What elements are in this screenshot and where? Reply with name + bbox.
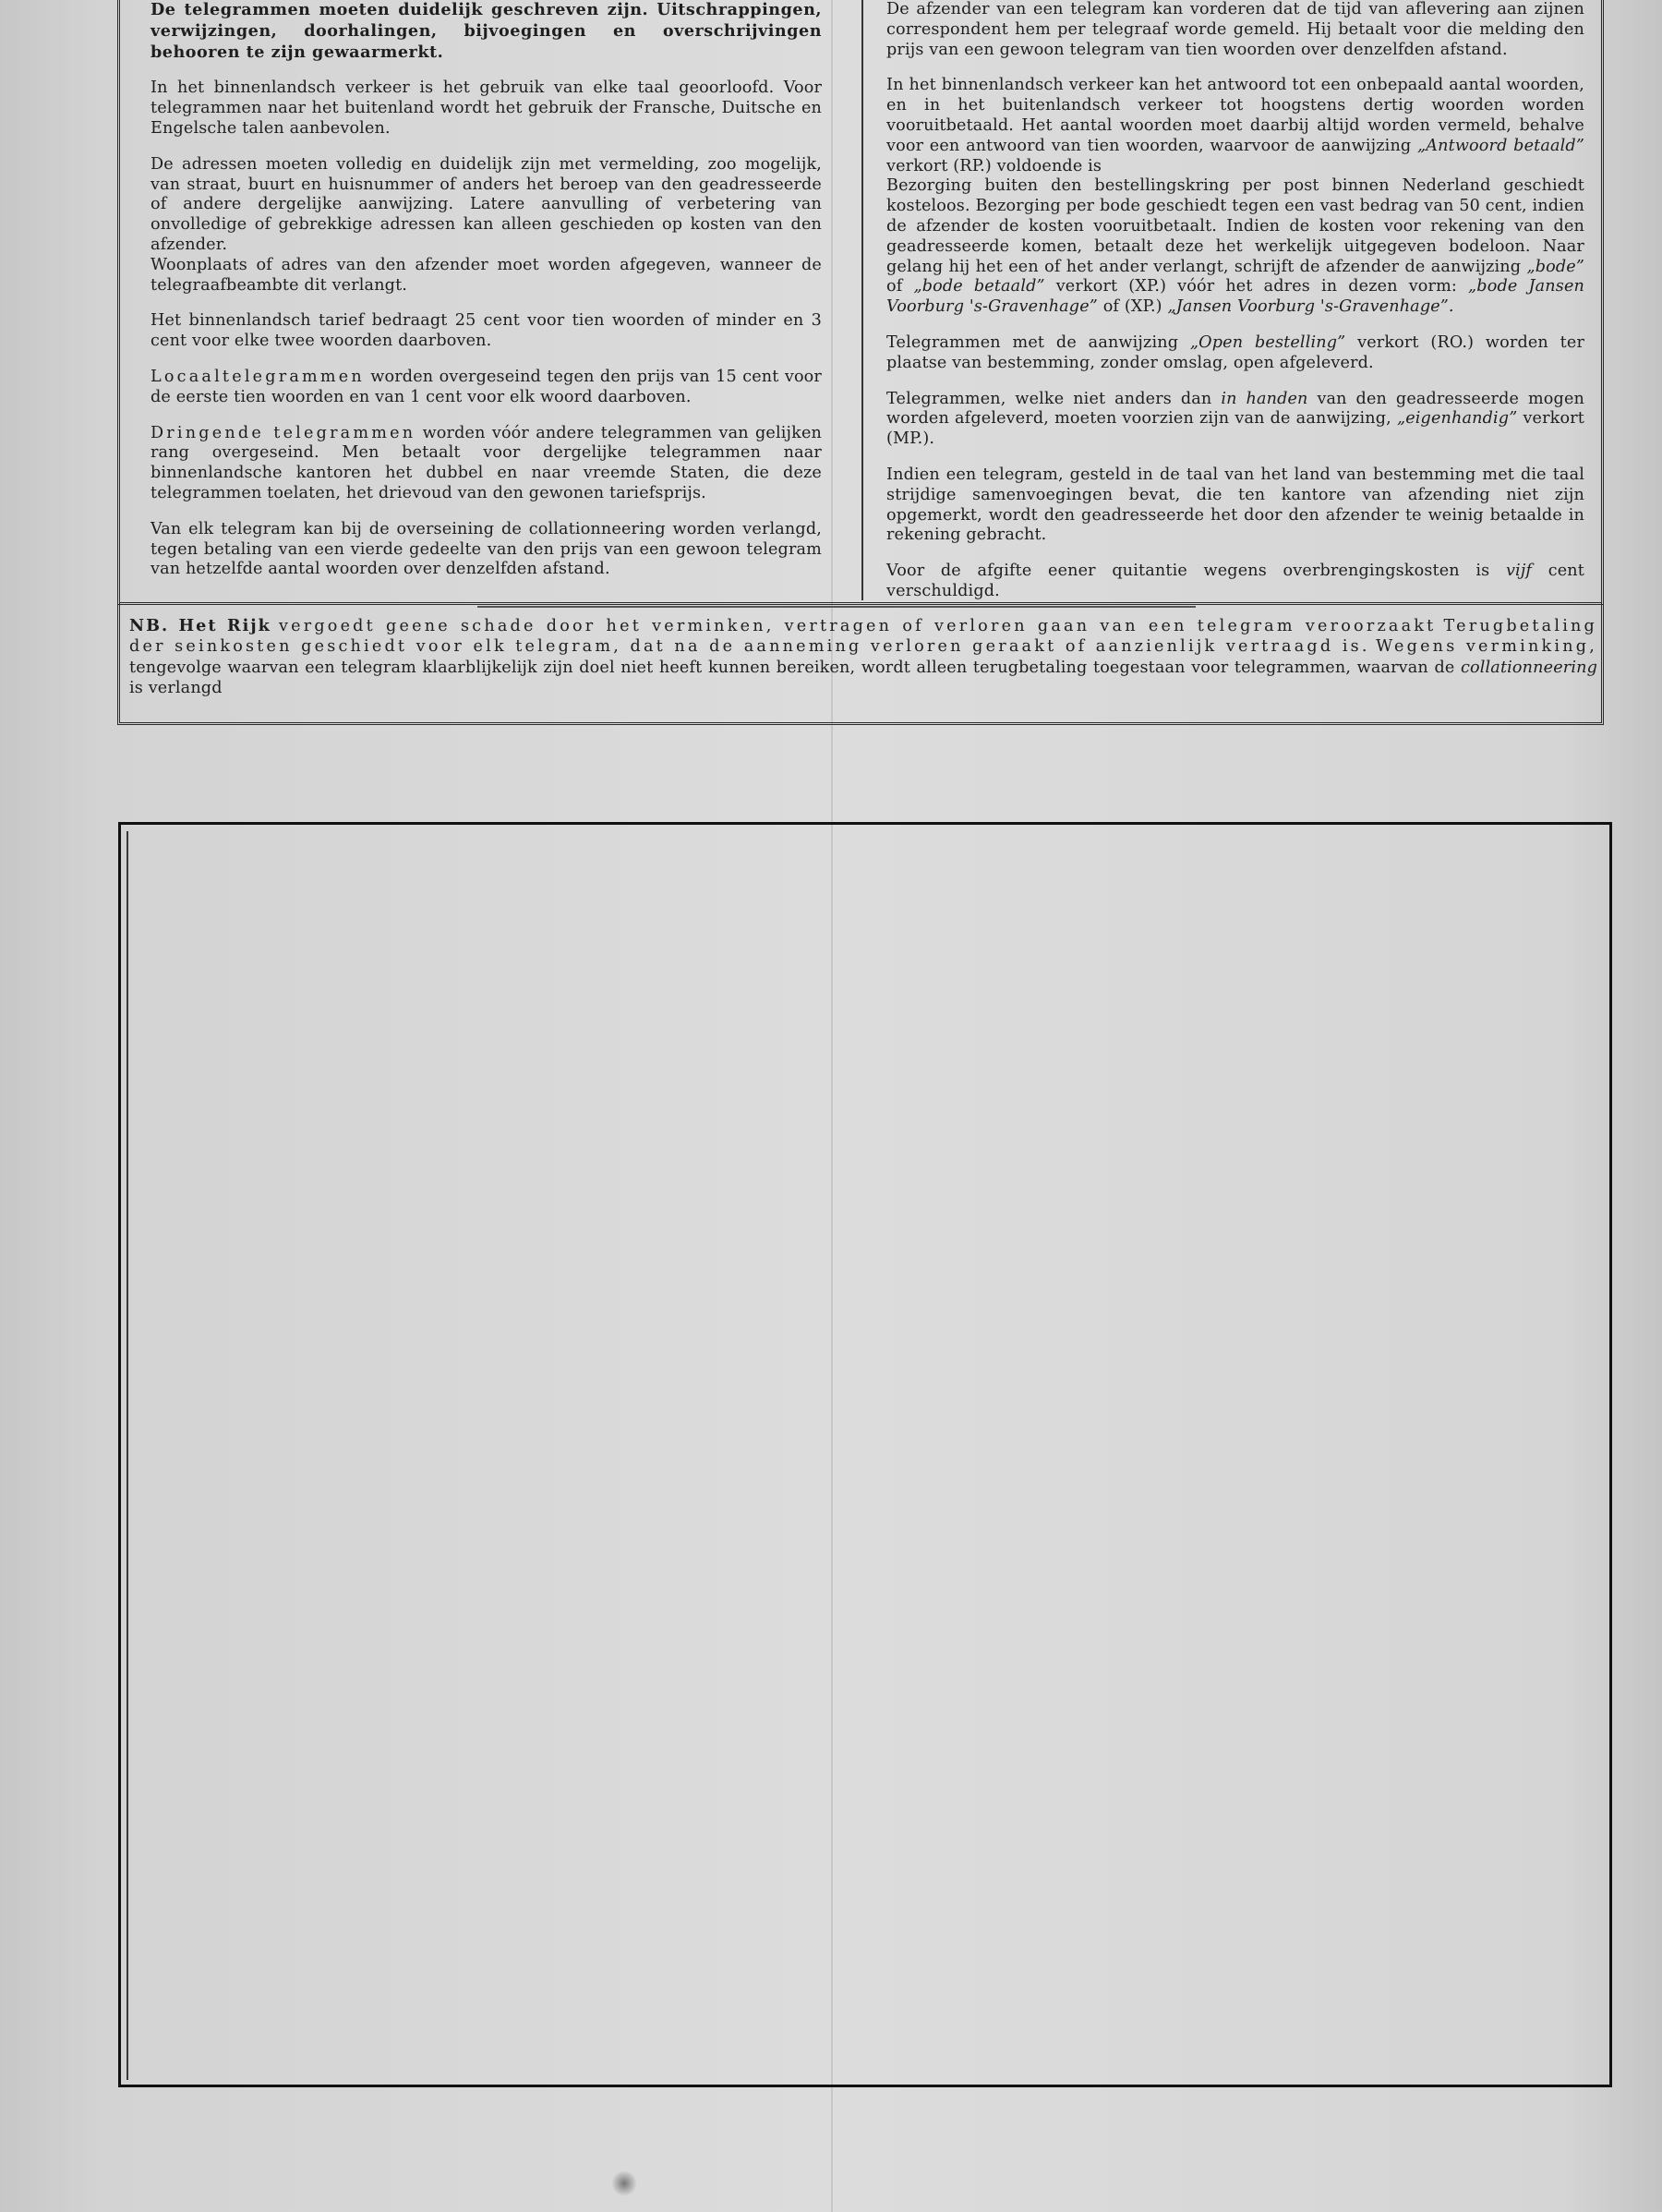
nb-part-3: Wegens verminking,: [1376, 637, 1597, 657]
left-paragraph-tariff: Het binnenlandsch tarief bedraagt 25 cent voor tien woorden of minder en 3 cent voor elke twee woorden daarboven.: [151, 311, 822, 351]
nb-part-4: tengevolge waarvan een telegram klaarblijkelijk zijn doel niet heeft kunnen bereiken, wordt alleen terugbetaling toegestaan voor telegrammen, waarvan de: [129, 658, 1455, 677]
personal-delivery-italic: in handen: [1221, 389, 1308, 408]
courier-italic-4: „Jansen Voorburg 's-Gravenhage”.: [1167, 297, 1454, 317]
personal-delivery-mid: van den geadresseerde mogen worden afgeleverd, moeten voorzien zijn van de aanwijzing,: [886, 389, 1584, 429]
right-paragraph-receipt: [886, 562, 1584, 602]
personal-delivery-italic-2: „eigenhandig”: [1396, 409, 1518, 429]
personal-delivery-end: verkort (MP.).: [886, 409, 1584, 449]
right-paragraph-personal-delivery: [886, 390, 1584, 450]
reply-paid-end: verkort (RP.) voldoende is: [886, 156, 1102, 175]
courier-of-1: of: [886, 277, 903, 296]
blank-form-inner-line: [126, 831, 1604, 2080]
urgent-telegrams-lead: Dringende telegrammen: [151, 423, 416, 442]
nb-part-2: Terugbetaling der seinkosten geschiedt voor elk telegram, dat na de aanneming verloren geraakt of aanzienlijk vertraagd is.: [129, 617, 1598, 657]
receipt-italic: vijf: [1505, 562, 1533, 581]
receipt-end: cent verschuldigd.: [886, 562, 1584, 600]
left-p1-text: De telegrammen moeten duidelijk geschreven zijn. Uitschrappingen, verwijzingen, doorhalingen, bijvoegingen en overschrijvingen behooren te zijn gewaarmerkt.: [151, 0, 822, 62]
urgent-telegrams-text: worden vóór andere telegrammen van gelijken rang overgeseind. Men betaalt voor dergelijke telegrammen naar binnenlandsche kantoren het dubbel en naar vreemde Staten, die deze telegrammen toelaten, het drievoud van den gewonen tariefsprijs.: [151, 423, 822, 502]
left-paragraph-language: In het binnenlandsch verkeer is het gebruik van elke taal geoorloofd. Voor telegrammen naar het buitenland wordt het gebruik der Fransche, Duitsche en Engelsche talen aanbevolen.: [151, 79, 822, 138]
right-paragraph-courier: [886, 176, 1584, 318]
open-delivery-italic: „Open bestelling”: [1189, 332, 1346, 352]
instructions-notice: [117, 0, 1604, 605]
courier-text: Bezorging buiten den bestellingskring per post binnen Nederland geschiedt kosteloos. Bezorging per bode geschiedt tegen een vast bedrag van 50 cent, indien de afzender de kosten vooruitbetaalt. Indien de kosten voor rekening van den geadresseerde komen, betaalt deze het werkelijk uitgegeven bodeloon. Naar gelang hij het een of het ander verlangt, schrijft de afzender de aanwijzing: [886, 176, 1584, 276]
courier-italic-3: „bode Jansen Voorburg 's-Gravenhage”: [886, 277, 1585, 317]
column-divider: [861, 0, 863, 600]
courier-mid: verkort (XP.) vóór het adres in dezen vorm:: [1055, 277, 1458, 296]
right-paragraph-reply-paid: [886, 76, 1584, 176]
local-telegrams-text: worden overgeseind tegen den prijs van 15 cent voor de eerste tien woorden en van 1 cent voor elk woord daarboven.: [151, 367, 822, 406]
reply-paid-italic: „Antwoord betaald”: [1417, 136, 1584, 155]
left-paragraph-sender-address: Woonplaats of adres van den afzender moet worden afgegeven, wanneer de telegraafbeambte dit verlangt.: [151, 255, 822, 295]
left-paragraph-addresses: De adressen moeten volledig en duidelijk zijn met vermelding, zoo mogelijk, van straat, buurt en huisnummer of anders het beroep van den geadresseerde of andere dergelijke aanwijzing. Latere aanvulling of verbetering van onvolledige of gebrekkige adressen kan alleen geschieden op kosten van den afzender.: [151, 154, 822, 254]
nb-lead: NB. Het Rijk: [129, 616, 271, 635]
reply-paid-text: In het binnenlandsch verkeer kan het antwoord tot een onbepaald aantal woorden, en in het buitenlandsch verkeer tot hoogstens dertig woorden worden vooruitbetaald. Het aantal woorden moet daarbij altijd worden vermeld, behalve voor een antwoord van tien woorden, waarvoor de aanwijzing: [886, 76, 1584, 155]
nb-part-4-italic: collationneering: [1461, 658, 1597, 677]
personal-delivery-start: Telegrammen, welke niet anders dan: [886, 389, 1212, 408]
left-paragraph-local-telegrams: [151, 368, 822, 408]
right-paragraph-delivery-time: De afzender van een telegram kan vorderen dat de tijd van aflevering aan zijnen correspondent hem per telegraaf worde gemeld. Hij betaalt voor die melding den prijs van een gewoon telegram van tien woorden over denzelfden afstand.: [886, 0, 1584, 59]
right-paragraph-language-merge: Indien een telegram, gesteld in de taal van het land van bestemming met die taal strijdige samenvoegingen bevat, die ten kantore van afzending niet zijn opgemerkt, wordt den geadresseerde het door den afzender te weinig betaalde in rekening gebracht.: [886, 465, 1584, 545]
receipt-start: Voor de afgifte eener quitantie wegens overbrengingskosten is: [886, 562, 1490, 581]
left-paragraph-urgent-telegrams: [151, 424, 822, 504]
courier-of-2: of (XP.): [1102, 297, 1162, 317]
right-paragraph-open-delivery: [886, 333, 1584, 374]
left-column: [120, 0, 849, 600]
courier-italic-2: „bode betaald”: [913, 277, 1045, 296]
open-delivery-start: Telegrammen met de aanwijzing: [886, 332, 1179, 352]
nb-part-1: vergoedt geene schade door het verminken, vertragen of verloren gaan van een telegram veroorzaakt: [278, 617, 1437, 635]
left-paragraph-legibility: [151, 0, 822, 63]
ink-smudge-icon: [611, 2170, 637, 2196]
nb-part-4-end: is verlangd: [129, 678, 223, 697]
courier-italic-1: „bode”: [1526, 257, 1584, 276]
open-delivery-end: verkort (RO.) worden ter plaatse van bestemming, zonder omslag, open afgeleverd.: [886, 332, 1585, 372]
local-telegrams-lead: Locaaltelegrammen: [151, 367, 365, 386]
nb-notice: [129, 616, 1597, 698]
left-paragraph-collation: Van elk telegram kan bij de overseining de collationneering worden verlangd, tegen betaling van een vierde gedeelte van den prijs van een gewoon telegram van hetzelfde aantal woorden over denzelfden afstand.: [151, 519, 822, 579]
right-column: [864, 0, 1594, 600]
